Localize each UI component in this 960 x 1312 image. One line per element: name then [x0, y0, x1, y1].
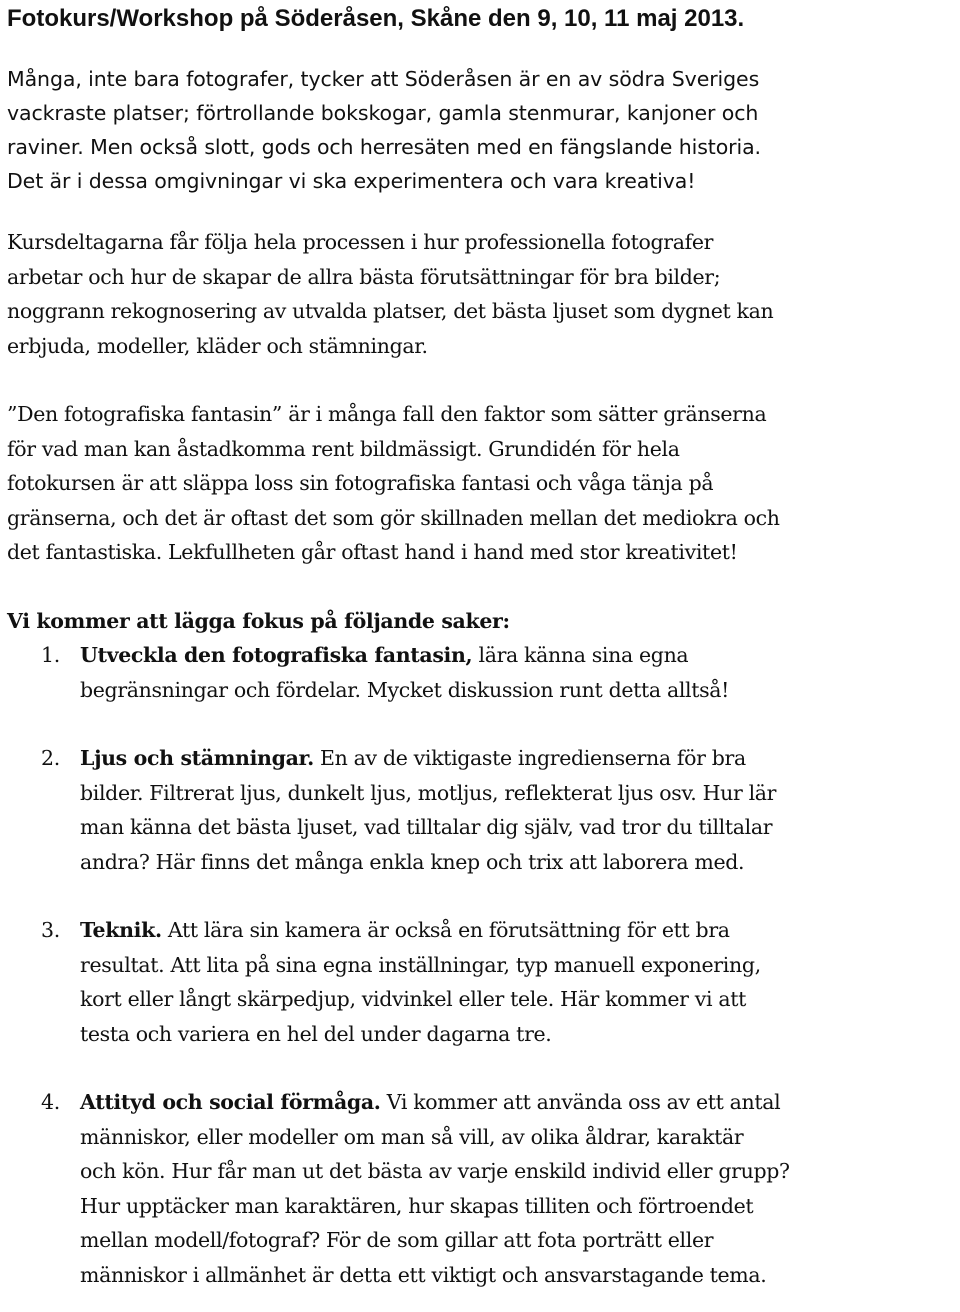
list-number: 4.	[41, 1090, 60, 1114]
list-item-first-line	[80, 638, 950, 673]
focus-list	[7, 638, 950, 1292]
fantasy-paragraph	[7, 397, 950, 570]
focus-heading: Vi kommer att lägga fokus på följande saker:	[7, 608, 510, 633]
paragraph-line: ”Den fotografiska fantasin” är i många fall den faktor som sätter gränserna	[7, 402, 767, 426]
list-item-line: begränsningar och fördelar. Mycket diskussion runt detta alltså!	[80, 677, 730, 702]
list-item-line: Hur upptäcker man karaktären, hur skapas tilliten och förtroendet	[80, 1193, 754, 1218]
paragraph-line: erbjuda, modeller, kläder och stämningar.	[7, 333, 428, 358]
intro-line: Många, inte bara fotografer, tycker att Söderåsen är en av södra Sveriges	[7, 67, 760, 91]
list-item-line: mellan modell/fotograf? För de som gillar att fota porträtt eller	[80, 1228, 714, 1252]
list-item-line: och kön. Hur får man ut det bästa av varje enskild individ eller grupp?	[80, 1159, 790, 1183]
intro-line: Det är i dessa omgivningar vi ska experimentera och vara kreativa!	[7, 169, 696, 193]
list-number: 1.	[41, 643, 60, 667]
intro-line: raviner. Men också slott, gods och herresäten med en fängslande historia.	[7, 135, 761, 159]
course-description	[7, 225, 950, 1292]
list-item-line: bilder. Filtrerat ljus, dunkelt ljus, motljus, reflekterat ljus osv. Hur lär	[80, 780, 777, 805]
list-item-line: resultat. Att lita på sina egna inställningar, typ manuell exponering,	[80, 952, 761, 977]
list-item-line: kort eller långt skärpedjup, vidvinkel eller tele. Här kommer vi att	[80, 987, 746, 1011]
paragraph-line: fotokursen är att släppa loss sin fotografiska fantasi och våga tänja på	[7, 471, 714, 495]
list-item	[7, 1085, 950, 1292]
list-item-line: människor, eller modeller om man så vill, av olika åldrar, karaktär	[80, 1124, 744, 1149]
process-paragraph	[7, 225, 950, 363]
list-item-bold-lead: Teknik.	[80, 918, 162, 942]
list-item-first-line	[80, 1085, 950, 1120]
paragraph-line: det fantastiska. Lekfullheten går oftast hand i hand med stor kreativitet!	[7, 540, 738, 564]
intro-paragraph	[7, 62, 950, 198]
list-item	[7, 638, 950, 707]
paragraph-line: gränserna, och det är oftast det som gör skillnaden mellan det mediokra och	[7, 505, 780, 530]
list-item-line: man känna det bästa ljuset, vad tilltalar dig själv, vad tror du tilltalar	[80, 815, 773, 839]
list-item	[7, 913, 950, 1051]
list-item-text: Vi kommer att använda oss av ett antal	[380, 1090, 781, 1114]
list-item-text: lära känna sina egna	[472, 643, 689, 667]
paragraph-line: för vad man kan åstadkomma rent bildmässigt. Grundidén för hela	[7, 436, 680, 461]
list-item-line: testa och variera en hel del under dagarna tre.	[80, 1021, 552, 1046]
list-item	[7, 741, 950, 879]
list-item-first-line	[80, 913, 950, 948]
list-item-text: Att lära sin kamera är också en förutsättning för ett bra	[161, 918, 730, 942]
list-item-bold-lead: Ljus och stämningar.	[80, 746, 314, 770]
list-item-line: människor i allmänhet är detta ett viktigt och ansvarstagande tema.	[80, 1262, 767, 1287]
list-item-bold-lead: Utveckla den fotografiska fantasin,	[80, 643, 473, 667]
list-item-line: andra? Här finns det många enkla knep och trix att laborera med.	[80, 849, 745, 874]
paragraph-line: arbetar och hur de skapar de allra bästa förutsättningar för bra bilder;	[7, 264, 721, 289]
document-title: Fotokurs/Workshop på Söderåsen, Skåne den 9, 10, 11 maj 2013.	[7, 5, 745, 32]
list-number: 3.	[41, 918, 60, 942]
list-item-first-line	[80, 741, 950, 776]
intro-line: vackraste platser; förtrollande bokskogar, gamla stenmurar, kanjoner och	[7, 101, 759, 125]
paragraph-line: noggrann rekognosering av utvalda platser, det bästa ljuset som dygnet kan	[7, 299, 774, 323]
list-item-bold-lead: Attityd och social förmåga.	[80, 1090, 381, 1114]
list-number: 2.	[41, 746, 60, 770]
list-item-text: En av de viktigaste ingredienserna för bra	[313, 746, 746, 770]
paragraph-line: Kursdeltagarna får följa hela processen i hur professionella fotografer	[7, 230, 714, 254]
